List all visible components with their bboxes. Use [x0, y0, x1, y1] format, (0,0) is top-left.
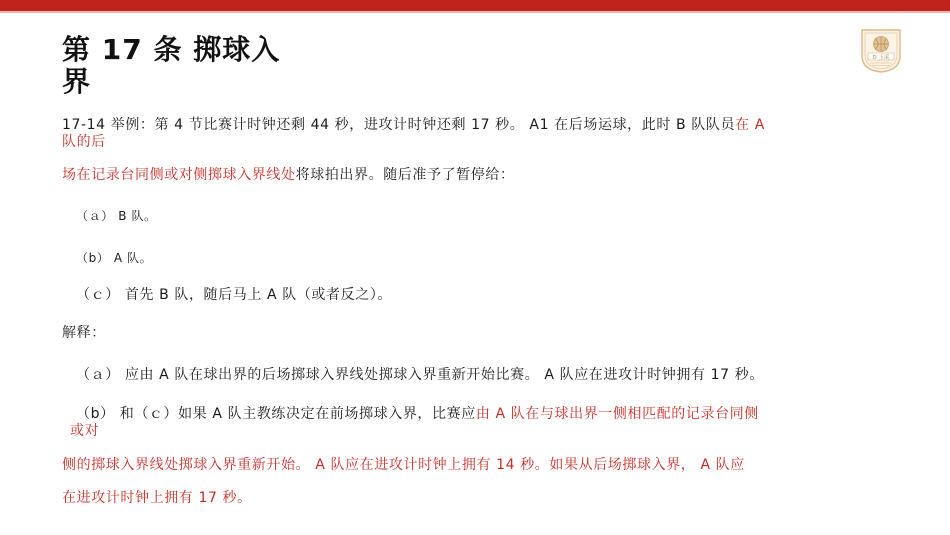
page-title-line-2: 界	[62, 65, 92, 98]
answer-bc-line-1	[76, 405, 759, 423]
intro-line-1	[62, 116, 765, 134]
option-b: （b） A 队。	[76, 251, 153, 265]
explanation-heading: 解释：	[62, 325, 106, 341]
answer-bc-prefix: （b） 和（ｃ）如果 A 队主教练决定在前场掷球入界，比赛应	[76, 406, 476, 422]
top-accent-divider	[0, 11, 950, 13]
basketball-badge-icon	[858, 26, 904, 74]
answer-a: （ａ） 应由 A 队在球出界的后场掷球入界线处掷球入界重新开始比赛。 A 队应在进攻计时钟拥有 17 秒。	[76, 367, 764, 383]
page-title-line-1: 第 17 条 掷球入	[62, 33, 281, 66]
intro-highlight-1: 在 A	[735, 117, 765, 133]
answer-bc-highlight-1: 由 A 队在与球出界一侧相匹配的记录台同侧	[475, 406, 759, 422]
top-accent-bar	[0, 0, 950, 11]
intro-tail: 将球拍出界。随后准予了暂停给：	[295, 167, 515, 183]
answer-bc-highlight-2: 或对	[70, 423, 100, 439]
page-title	[62, 34, 302, 98]
answer-bc-highlight-4: 在进攻计时钟上拥有 17 秒。	[62, 490, 252, 506]
answer-bc-highlight-3: 侧的掷球入界线处掷球入界重新开始。 A 队应在进攻计时钟上拥有 14 秒。如果从后场掷球入界， A 队应	[62, 457, 745, 473]
intro-highlight-2: 队的后	[62, 134, 106, 150]
intro-highlight-3: 场在记录台同侧或对侧掷球入界线处	[62, 167, 296, 183]
intro-prefix: 17-14 举例：第 4 节比赛计时钟还剩 44 秒，进攻计时钟还剩 17 秒。 A1 在后场运球，此时 B 队队员	[62, 117, 736, 133]
option-c: （ｃ） 首先 B 队，随后马上 A 队（或者反之）。	[76, 287, 393, 303]
option-a: （ａ） B 队。	[76, 209, 157, 223]
intro-line-3	[62, 166, 515, 184]
logo-text: D 玉溪	[872, 54, 890, 61]
